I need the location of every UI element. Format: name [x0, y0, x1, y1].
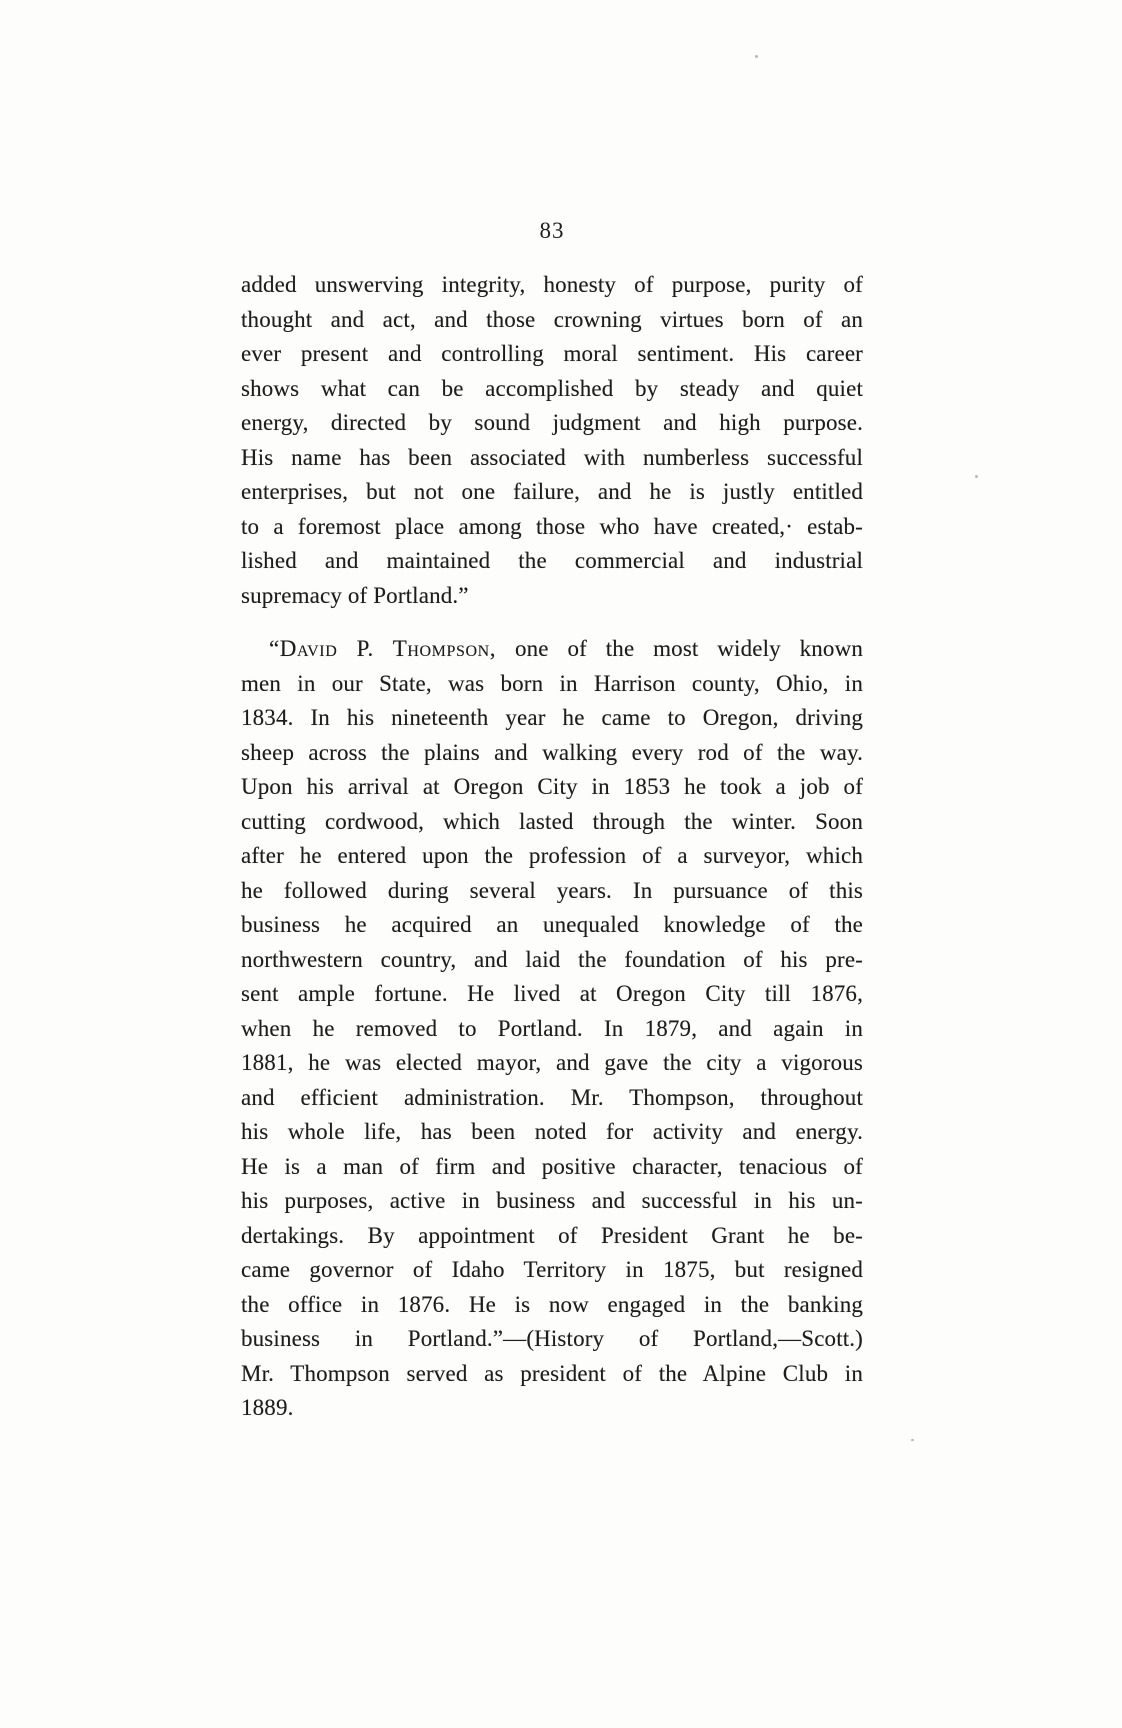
- text-line: added unswerving integrity, honesty of purpose, purity of: [241, 272, 863, 297]
- text-line: he followed during several years. In pursuance of this: [241, 877, 863, 903]
- paragraph-portland-quote: [241, 268, 863, 613]
- text-line: energy, directed by sound judgment and high purpose.: [241, 410, 863, 435]
- text-line: sent ample fortune. He lived at Oregon City till 1876,: [241, 981, 863, 1006]
- text-line: men in our State, was born in Harrison county, Ohio, in: [241, 670, 863, 696]
- text-line: thought and act, and those crowning virtues born of an: [241, 306, 863, 332]
- text-line: 1834. In his nineteenth year he came to Oregon, driving: [241, 705, 863, 730]
- text-line: after he entered upon the profession of a surveyor, which: [241, 843, 863, 868]
- text-line: came governor of Idaho Territory in 1875, but resigned: [241, 1257, 863, 1282]
- text-line: and efficient administration. Mr. Thompson, throughout: [241, 1084, 863, 1110]
- text-line: enterprises, but not one failure, and he is justly entitled: [241, 479, 863, 504]
- text-line: business he acquired an unequaled knowledge of the: [241, 912, 863, 937]
- text-line: Mr. Thompson served as president of the Alpine Club in: [241, 1360, 863, 1386]
- paragraph-thompson-bio: [241, 632, 863, 1426]
- text-line: ever present and controlling moral sentiment. His career: [241, 341, 863, 366]
- page-number: 83: [539, 218, 565, 243]
- text-line: 1889.: [241, 1395, 294, 1420]
- text-line: He is a man of firm and positive character, tenacious of: [241, 1153, 863, 1179]
- smallcaps-name: “David P. Thompson,: [269, 636, 497, 661]
- text-line: when he removed to Portland. In 1879, and again in: [241, 1015, 863, 1041]
- text-line: lished and maintained the commercial and industrial: [241, 548, 863, 573]
- text-line: His name has been associated with numberless successful: [241, 444, 863, 470]
- text-line: supremacy of Portland.”: [241, 582, 469, 608]
- text-line: cutting cordwood, which lasted through the winter. Soon: [241, 808, 863, 834]
- text-line: shows what can be accomplished by steady and quiet: [241, 375, 863, 401]
- text-line: [241, 632, 863, 667]
- text-line: Upon his arrival at Oregon City in 1853 he took a job of: [241, 774, 863, 799]
- text-line: his whole life, has been noted for activity and energy.: [241, 1119, 863, 1144]
- text-line: his purposes, active in business and successful in his un-: [241, 1188, 863, 1213]
- text-line: dertakings. By appointment of President Grant he be-: [241, 1222, 863, 1248]
- text-line: northwestern country, and laid the foundation of his pre-: [241, 946, 863, 972]
- text-block: [241, 216, 863, 1426]
- text-line: to a foremost place among those who have created,· estab-: [241, 513, 863, 539]
- text-line: 1881, he was elected mayor, and gave the city a vigorous: [241, 1050, 863, 1075]
- lead-rest: one of the most widely known: [496, 636, 863, 661]
- text-line: the office in 1876. He is now engaged in the banking: [241, 1291, 863, 1317]
- scan-speck: [975, 475, 978, 478]
- scan-speck: [755, 55, 758, 58]
- text-line: business in Portland.”—(History of Portland,—Scott.): [241, 1326, 863, 1351]
- scan-speck: [911, 1439, 914, 1441]
- text-line: sheep across the plains and walking every rod of the way.: [241, 739, 863, 765]
